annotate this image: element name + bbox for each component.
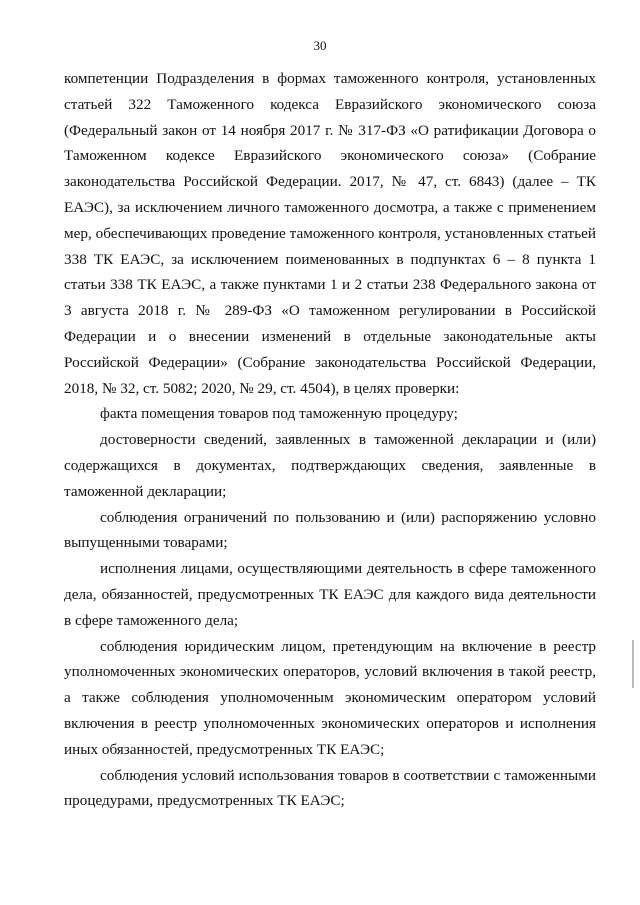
scan-margin-mark [632,640,634,688]
paragraph-item-conditional-release: соблюдения ограничений по пользованию и (или) распоряжению условно выпущенными товарами; [64,508,596,552]
paragraph-item-goods-placement: факта помещения товаров под таможенную процедуру; [100,405,458,423]
paragraph-item-procedures: соблюдения условий использования товаров в соответствии с таможенными процедурами, предусмотренных ТК ЕАЭС; [64,766,596,810]
paragraph-item-customs-duties: исполнения лицами, осуществляющими деятельность в сфере таможенного дела, обязанностей, предусмотренных ТК ЕАЭС для каждого вида деятельности в сфере таможенного дела; [64,560,596,629]
paragraph-item-aeo-registry: соблюдения юридическим лицом, претендующим на включение в реестр уполномоченных экономических операторов, условий включения в такой реестр, а также соблюдения уполномоченным экономическим оператором условий включения в реестр уполномоченных экономических операторов и исполнения иных обязанностей, предусмотренных ТК ЕАЭС; [64,637,596,758]
document-body [64,66,596,814]
page-number: 30 [313,38,327,53]
paragraph-item-declaration-accuracy: достоверности сведений, заявленных в таможенной декларации и (или) содержащихся в документах, подтверждающих сведения, заявленные в таможенной декларации; [64,431,596,500]
paragraph-intro: компетенции Подразделения в формах таможенного контроля, установленных статьей 322 Таможенного кодекса Евразийского экономического союза (Федеральный закон от 14 ноября 2017 г. № 317-ФЗ «О ратификации Договора о Таможенном кодексе Евразийского экономического союза» (Собрание законодательства Российской Федерации. 2017, № 47, ст. 6843) (далее – ТК ЕАЭС), за исключением личного таможенного досмотра, а также с применением мер, обеспечивающих проведение таможенного контроля, установленных статьей 338 ТК ЕАЭС, за исключением поименованных в подпунктах 6 – 8 пункта 1 статьи 338 ТК ЕАЭС, а также пунктами 1 и 2 статьи 238 Федерального закона от 3 августа 2018 г. № 289-ФЗ «О таможенном регулировании в Российской Федерации и о внесении изменений в отдельные законодательные акты Российской Федерации» (Собрание законодательства Российской Федерации, 2018, № 32, ст. 5082; 2020, № 29, ст. 4504), в целях проверки: [64,70,596,397]
